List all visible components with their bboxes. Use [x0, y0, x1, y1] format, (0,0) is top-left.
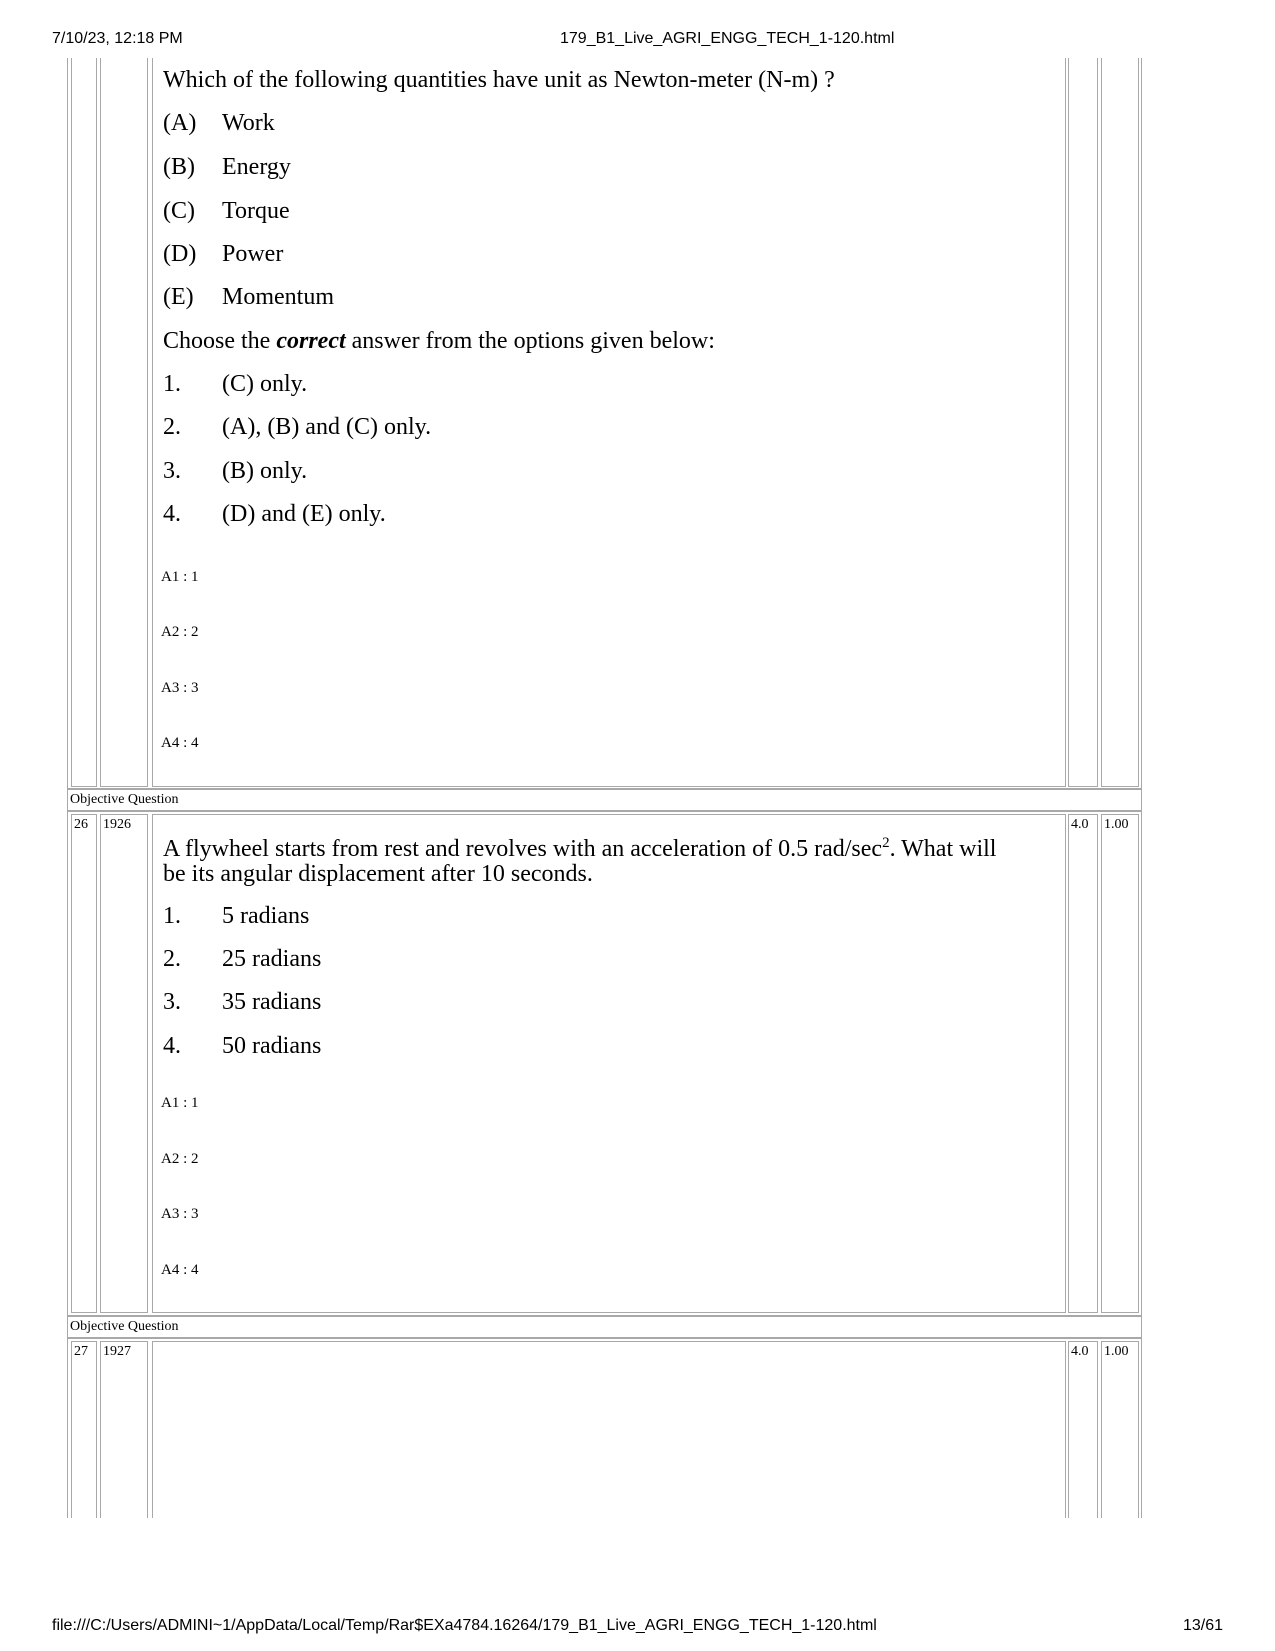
question-id: 1926 [103, 817, 131, 832]
cell-serial-q25 [71, 58, 97, 787]
option-text: Momentum [222, 284, 334, 310]
question-id: 1927 [103, 1344, 131, 1359]
question-type-row [67, 789, 1142, 811]
cell-marks-q27 [1068, 1341, 1098, 1518]
cell-marks-q26 [1068, 814, 1098, 1313]
choice-number: 2. [163, 414, 181, 440]
option-text: Power [222, 241, 284, 267]
choice-text: (B) only. [222, 458, 308, 484]
choice-text: (D) and (E) only. [222, 501, 386, 527]
answer-option: A3 : 3 [161, 680, 199, 696]
answer-option: A4 : 4 [161, 1262, 199, 1278]
cell-marks-q25 [1068, 58, 1098, 787]
marks-value: 4.0 [1071, 1344, 1089, 1359]
option-text: Energy [222, 154, 291, 180]
question-text-line-1: A flywheel starts from rest and revolves with an acceleration of 0.5 rad/$\sec^2$. What will [163, 835, 997, 862]
question-text-line-2: be its angular displacement after 10 seconds. [163, 861, 593, 887]
option-text: Work [222, 110, 275, 136]
question-type-row [67, 1316, 1142, 1338]
choice-number: 1. [163, 371, 181, 397]
cell-qid-q25 [100, 58, 148, 787]
answer-option: A4 : 4 [161, 735, 199, 751]
choice-text: 25 radians [222, 946, 322, 972]
option-key: (C) [163, 198, 195, 224]
choice-text: (A), (B) and (C) only. [222, 414, 432, 440]
cell-serial-q27 [71, 1341, 97, 1518]
choice-number: 3. [163, 458, 181, 484]
option-key: (D) [163, 241, 197, 267]
choice-text: (C) only. [222, 371, 308, 397]
marks-value: 4.0 [1071, 817, 1089, 832]
question-type-label: Objective Question [70, 792, 179, 807]
negative-marks-value: 1.00 [1104, 1344, 1129, 1359]
document-title: 179_B1_Live_AGRI_ENGG_TECH_1-120.html [560, 30, 895, 47]
cell-qid-q27 [100, 1341, 148, 1518]
cell-neg-q27 [1101, 1341, 1139, 1518]
choice-number: 1. [163, 903, 181, 929]
choice-text: 35 radians [222, 989, 322, 1015]
choice-number: 4. [163, 1033, 181, 1059]
answer-option: A3 : 3 [161, 1206, 199, 1222]
cell-serial-q26 [71, 814, 97, 1313]
option-key: (E) [163, 284, 194, 310]
choice-number: 4. [163, 501, 181, 527]
serial-number: 27 [74, 1344, 88, 1359]
cell-neg-q25 [1101, 58, 1139, 787]
answer-option: A1 : 1 [161, 1095, 199, 1111]
page-number: 13/61 [1182, 1617, 1223, 1634]
cell-neg-q26 [1101, 814, 1139, 1313]
choice-number: 2. [163, 946, 181, 972]
question-type-label: Objective Question [70, 1319, 179, 1334]
option-key: (A) [163, 110, 197, 136]
cell-body-q27 [152, 1341, 1066, 1518]
instruction-text: Choose the correct answer from the options given below: [163, 328, 715, 354]
answer-option: A2 : 2 [161, 1151, 199, 1167]
file-path: file:///C:/Users/ADMINI~1/AppData/Local/Temp/Rar$EXa4784.16264/179_B1_Live_AGRI_ENGG_TECH_1-120.html [52, 1617, 877, 1634]
cell-qid-q26 [100, 814, 148, 1313]
answer-option: A1 : 1 [161, 569, 199, 585]
option-text: Torque [222, 198, 290, 224]
choice-text: 5 radians [222, 903, 310, 929]
negative-marks-value: 1.00 [1104, 817, 1129, 832]
question-text: Which of the following quantities have unit as Newton-meter (N-m) ? [163, 67, 835, 93]
print-datetime: 7/10/23, 12:18 PM [52, 30, 183, 47]
option-key: (B) [163, 154, 195, 180]
choice-number: 3. [163, 989, 181, 1015]
serial-number: 26 [74, 817, 88, 832]
answer-option: A2 : 2 [161, 624, 199, 640]
choice-text: 50 radians [222, 1033, 322, 1059]
